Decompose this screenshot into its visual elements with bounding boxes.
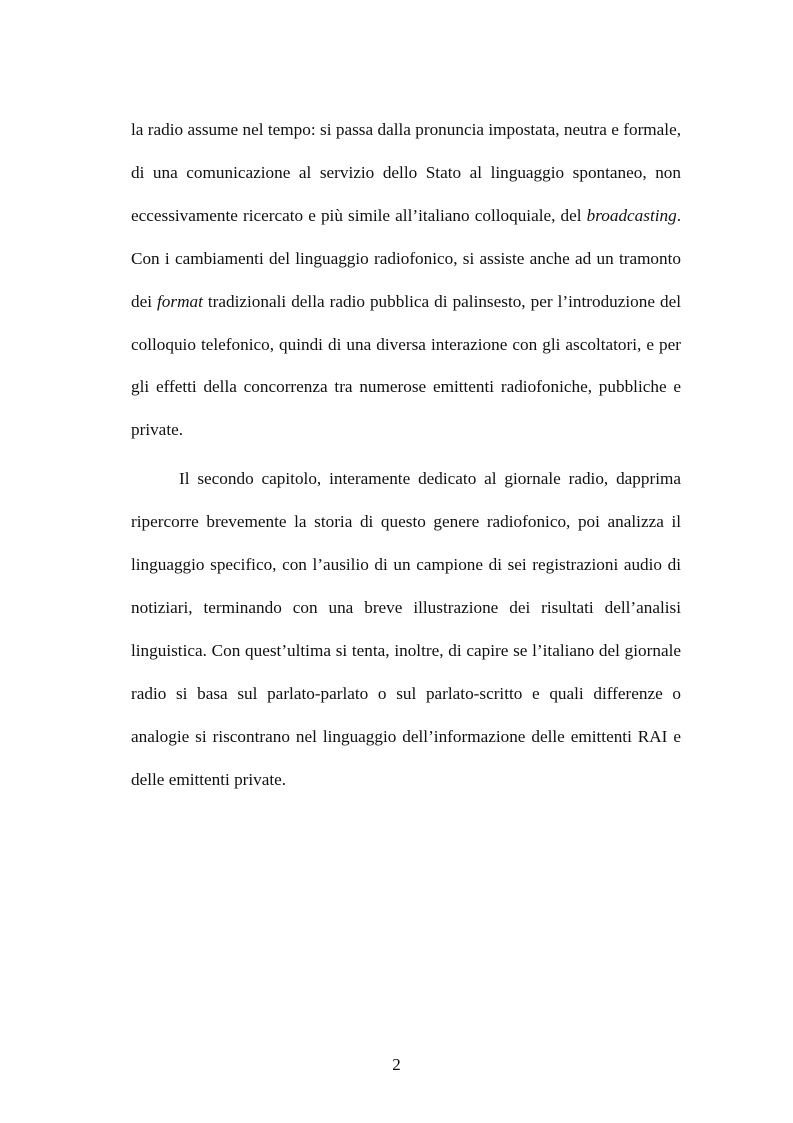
term-format: format xyxy=(157,291,203,311)
paragraph-1-text-a: la radio assume nel tempo: si passa dalla pronuncia impostata, neutra e formale, di una comunicazione al servizio dello Stato al linguaggio spontaneo, non eccessivamente ricercato e più simile all’italiano colloquiale, del xyxy=(131,120,681,225)
page-number: 2 xyxy=(392,1055,401,1074)
paragraph-1-text-c: tradizionali della radio pubblica di palinsesto, per l’introduzione del colloquio telefonico, quindi di una diversa interazione con gli ascoltatori, e per gli effetti della concorrenza tra numerose emittenti radiofoniche, pubbliche e private. xyxy=(131,291,681,440)
paragraph-1-text-b: . Con i cambiamenti del linguaggio radiofonico, si assiste anche ad un tramonto dei xyxy=(131,205,681,311)
paragraph-1 xyxy=(131,109,681,452)
term-broadcasting: broadcasting xyxy=(586,205,677,225)
page-body xyxy=(131,109,681,802)
paragraph-2: Il secondo capitolo, interamente dedicato al giornale radio, dapprima ripercorre brevemente la storia di questo genere radiofonico, poi analizza il linguaggio specifico, con l’ausilio di un campione di sei registrazioni audio di notiziari, terminando con una breve illustrazione dei risultati dell’analisi linguistica. Con quest’ultima si tenta, inoltre, di capire se l’italiano del giornale radio si basa sul parlato-parlato o sul parlato-scritto e quali differenze o analogie si riscontrano nel linguaggio dell’informazione delle emittenti RAI e delle emittenti private. xyxy=(131,469,681,789)
